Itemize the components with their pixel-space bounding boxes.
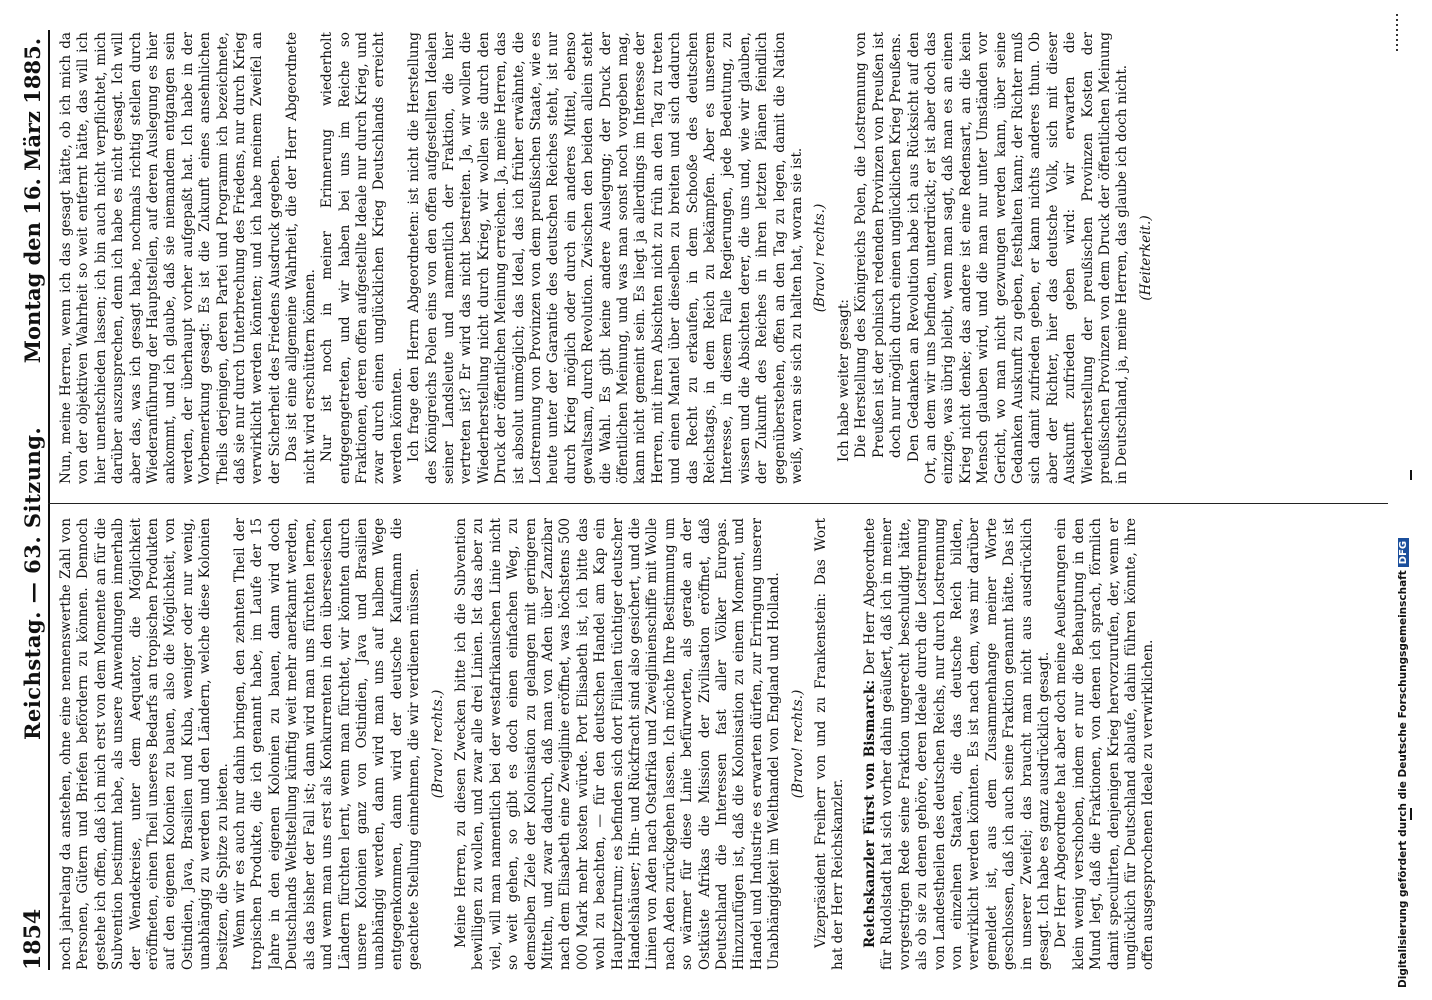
page-number: 1854 bbox=[20, 908, 46, 970]
paragraph: Der Herr Abgeordnete hat aber doch meine Aeußerungen ein klein wenig verschoben, indem er nur die Behauptung in den Mund legt, daß die Fraktionen, von denen ich sprach, förmlich damit speculirten, denjenigen Krieg hervorzurufen, der, wenn er unglücklich für Deutschland ablaufe, dahin führen könnte, ihre offen ausgesprochenen Ideale zu verwirklichen. bbox=[1053, 518, 1157, 970]
applause-note: (Bravo! rechts.) bbox=[789, 689, 806, 799]
scan-tick-mark bbox=[1410, 808, 1412, 820]
scan-edge-marks bbox=[1396, 14, 1398, 54]
speech-text: Der Herr Abgeordnete für Rudolstadt hat sich vorher dahin geäußert, daß ich in meiner vorgestrigen Rede seine Fraktion ungerecht beschuldigt hätte, als ob sie zu denen gehöre, deren Ideale durch die Lostrennung von Landestheilen des deutschen Reichs, nur durch Lostrennung von einzelnen Staaten, die das deutsche Reich bilden, verwirklicht werden könnten. Es ist nach dem, was mir darüber gemeldet ist, aus dem Zusammenhange meiner Worte geschlossen, daß ich auch seine Fraktion genannt hätte. Das ist in unserer Zweifel; das braucht man nicht aus ausdrücklich gesagt. Ich habe es ganz ausdrücklich gesagt. bbox=[861, 518, 1052, 970]
paragraph: Ich habe weiter gesagt: bbox=[835, 299, 852, 462]
paragraph: Ich frage den Herrn Abgeordneten: ist nicht die Herstellung des Königreichs Polen eins von den offen aufgestellten Idealen seiner Landsleute und namentlich der Fraktion, die hier vertreten ist? Er wird das nicht bestreiten. Ja, wir wollen die Wiederherstellung nicht durch Krieg, wir wollen sie durch den Druck der öffentlichen Meinung erreichen. Ja, meine Herren, das ist absolut unmöglich; das Ideal, das ich früher erwähnte, die Lostrennung von Provinzen von dem preußischen Staate, wie es heute unter der Garantie des deutschen Reiches steht, ist nur durch Krieg möglich oder durch ein anderes Mittel, ebenso gewaltsam, durch Revolution. Zwischen den beiden allein steht die Wahl. Es gibt keine andere Auslegung; der Druck der öffentlichen Meinung, und was man sonst noch vorgeben mag, kann nicht gemeint sein. Es liegt ja allerdings im Interesse der Herren, mit ihren Absichten nicht zu früh an den Tag zu treten und einen Mantel über dieselben zu breiten und sich dadurch das Recht zu erkaufen, in dem Schooße des deutschen Reichstags, in dem Reich zu bekämpfen. Aber es unserem Interesse, in diesem Falle Regierungen, jede Bedeutung, zu wissen und die Absichten derer, die uns und, wie wir glauben, der Zukunft des Reiches in ihren letzten Plänen feindlich gegenüberstehen, offen an den Tag zu legen, damit die Nation weiß, woran sie sich zu halten hat, woran sie ist. bbox=[406, 32, 806, 484]
laughter-note: (Heiterkeit.) bbox=[1137, 215, 1154, 301]
paragraph: Den Gedanken an Revolution habe ich aus Rücksicht auf den Ort, an dem wir uns befinden, unterdrückt; er ist aber doch das einzige, was übrig bleibt, wenn man sagt, daß man es an einen Krieg nicht denke; das andere ist eine Redensart, an die kein Mensch glauben wird, und die man nur unter Umständen vor Gericht, wo man nicht gezwungen werden kann, über seine Gedanken Auskunft zu geben, festhalten kann; der Richter muß sich damit zufrieden geben, er kann nichts anderes thun. Ob aber der Richter, hier das deutsche Volk, sich mit dieser Auskunft zufrieden geben wird: wir erwarten die Wiederherstellung der preußischen Provinzen Kosten der preußischen Provinzen von dem Druck der öffentlichen Meinung in Deutschland, ja, meine Herren, das glaube ich doch nicht. bbox=[905, 32, 1131, 484]
digitization-credit bbox=[1397, 538, 1409, 988]
paragraph bbox=[862, 518, 1053, 970]
digitization-credit-text: Digitalisierung gefördert durch die Deutsche Forschungsgemeinschaft bbox=[1397, 570, 1409, 988]
paragraph: Vizepräsident Freiherr von und zu Frankenstein: Das Wort hat der Herr Reichskanzler. bbox=[813, 518, 847, 970]
paragraph: noch jahrelang da anstehen, ohne eine nennenswerthe Zahl von Personen, Gütern und Briefen befördern zu können. Dennoch gestehe ich offen, daß ich mich erst von dem Momente an für die Subvention bestimmt habe, als unsere Anwendungen innerhalb der Wendekreise, unter dem Aequator, die Möglichkeit eröffneten, einen Theil unseres Bedarfs an tropischen Produkten auf den eigenen Kolonien zu bauen, also die Möglichkeit, von Ostindien, Java, Brasilien und Kuba, weniger oder nur wenig, unabhängig zu werden und den Ländern, welche diese Kolonien besitzen, die Spitze zu bieten. bbox=[58, 518, 231, 970]
column-divider bbox=[48, 503, 1388, 504]
speaker-name: Reichskanzler Fürst von Bismarck: bbox=[861, 679, 878, 948]
paragraph: Wenn wir es auch nur dahin bringen, den zehnten Theil der tropischen Produkte, die ich genannt habe, im Laufe der 15 Jahre in den eigenen Kolonien zu bauen, dann wird doch Deutschlands Weltstellung künftig weit mehr anerkannt werden, als das bisher der Fall ist; dann wird man uns fürchten lernen, und wenn man uns erst als Konkurrenten in den überseeischen Ländern fürchten lernt, wenn man fürchtet, wir könnten durch unsere Kolonien ganz von Ostindien, Java und Brasilien unabhängig werden, dann wird man uns auf halbem Wege entgegenkommen, dann wird der deutsche Kaufmann die geachtete Stellung einnehmen, die wir verdienen müssen. bbox=[232, 518, 423, 970]
paragraph: Meine Herren, zu diesen Zwecken bitte ich die Subvention bewilligen zu wollen, und zwar alle drei Linien. Ist das aber zu viel, will man namentlich bei der westafrikanischen Linie nicht so weit gehen, so gibt es doch einen einfachen Weg, zu demselben Ziele der Kolonisation zu gelangen mit geringeren Mitteln, und zwar dadurch, daß man von Aden über Zanzibar nach dem Elisabeth eine Zweiglinie eröffnet, was höchstens 500 000 Mark mehr kosten würde. Port Elisabeth ist, ich bitte das wohl zu beachten, — für den deutschen Handel am Kap ein Hauptzentrum; es befinden sich dort Filialen tüchtiger deutscher Handelshäuser; Hin- und Rückfracht sind also gesichert, und die Linien von Aden nach Ostafrika und Zweiglinienschiffe mit Wolle nach Aden zurückgehen lassen. Ich möchte Ihre Bestimmung um so wärmer für diese Linie befürworten, als gerade an der Ostküste Afrikas die Mission der Zivilisation eröffnet, daß Deutschland die Interessen fast aller Völker Europas. Hinzuzufügen ist, daß die Kolonisation zu einem Moment, und Handel und Industrie es erwarten dürfen, zur Erringung unserer Unabhängigkeit im Welthandel von England und Holland. bbox=[452, 518, 783, 970]
left-column bbox=[58, 518, 1388, 970]
right-column bbox=[58, 32, 1388, 484]
applause-note: (Bravo! rechts.) bbox=[812, 203, 829, 313]
paragraph: Nun, meine Herren, wenn ich das gesagt hätte, ob ich mich da von der objektiven Wahrheit so weit entfernt hätte, das will ich hier unentschieden lassen; ich bin auch nicht verpflichtet, mich darüber auszusprechen, denn ich habe es nicht gesagt. Ich will aber das, was ich gesagt habe, nochmals richtig stellen durch Wiederanführung der Hauptstellen, auf deren Auslegung es hier ankommt, und ich glaube, daß sie niemandem entgangen sein werden, der überhaupt vorher aufgepaßt hat. Ich habe in der Vorbemerkung gesagt: Es ist die Zukunft eines ansehnlichen Theils derjenigen, deren Partei und Programm ich bezeichnete, daß sie nur durch Unterbrechung des Friedens, nur durch Krieg verwirklicht werden könnten; und ich habe meinem Zweifel an der Sicherheit des Friedens Ausdruck gegeben. bbox=[58, 32, 283, 484]
scan-tick-mark bbox=[1410, 470, 1412, 480]
applause-note: (Bravo! rechts.) bbox=[429, 689, 446, 799]
page-header bbox=[14, 30, 50, 970]
paragraph: Nur ist noch in meiner Erinnerung wiederholt entgegengetreten, und wir haben bei uns im Reiche so Fraktionen, deren offen aufgestellte Ideale nur durch Krieg, und zwar durch einen unglücklichen Krieg Deutschlands erreicht werden könnten. bbox=[319, 32, 405, 484]
quotation: Die Herstellung des Königreichs Polen, die Lostrennung von Preußen ist der polnisch redenden Provinzen von Preußen ist doch nur möglich durch einen unglücklichen Krieg Preußens. bbox=[853, 32, 905, 458]
dfg-logo: DFG bbox=[1398, 538, 1409, 567]
session-date: Montag den 16. März 1885. bbox=[20, 38, 45, 364]
paragraph: Das ist eine allgemeine Wahrheit, die der Herr Abgeordnete nicht wird erschüttern können. bbox=[284, 32, 318, 484]
spacer bbox=[848, 518, 862, 970]
session-title: Reichstag. — 63. Sitzung. bbox=[20, 426, 45, 740]
